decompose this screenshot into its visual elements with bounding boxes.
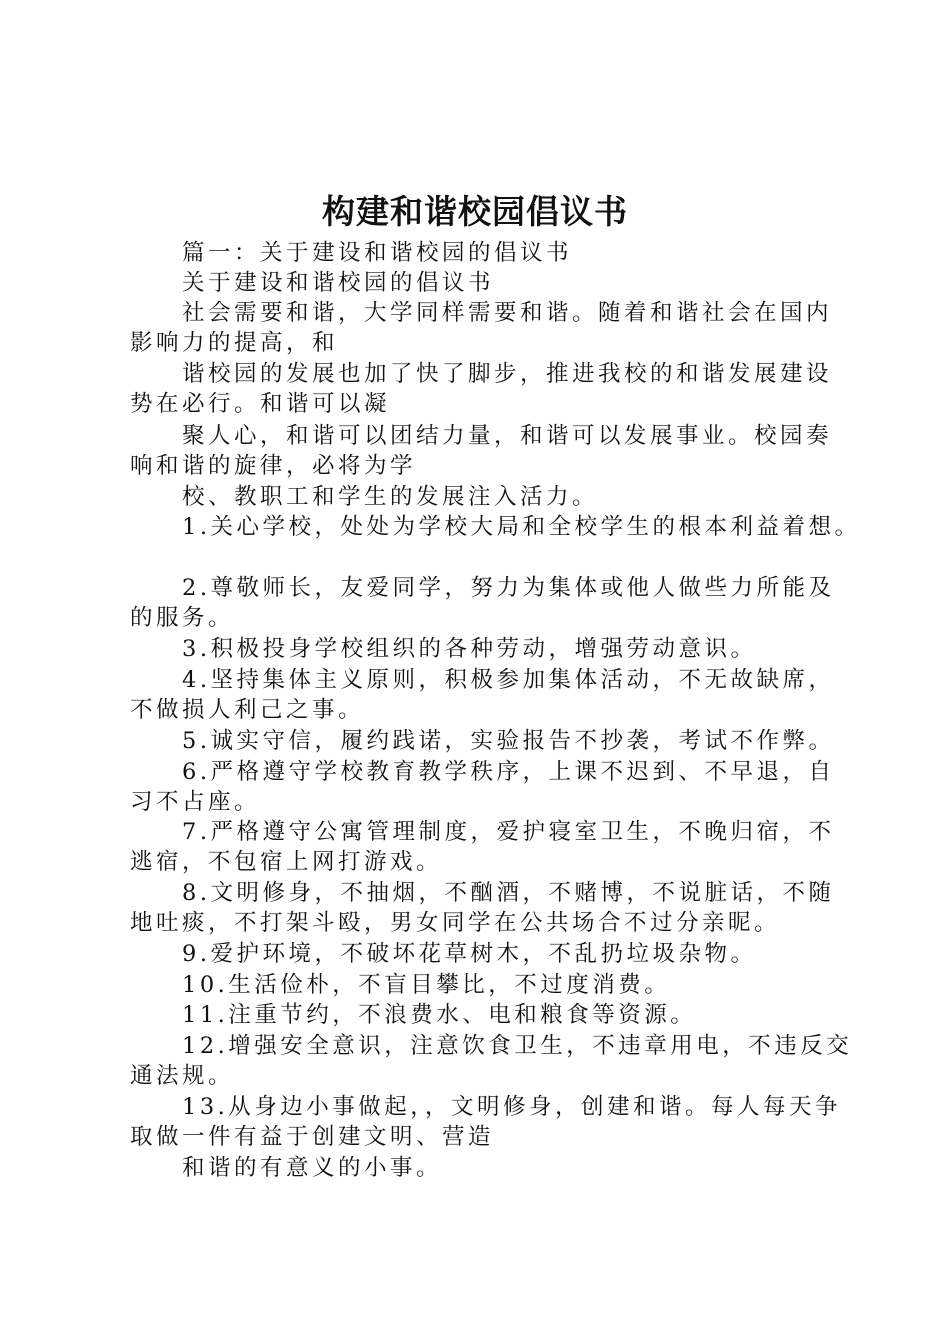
line-12 xyxy=(0,603,950,633)
line-text: 10.生活俭朴，不盲目攀比，不过度消费。 xyxy=(182,972,671,998)
line-7 xyxy=(0,421,950,451)
line-text: 取做一件有益于创建文明、营造 xyxy=(130,1124,495,1150)
line-text: 5.诚实守信，履约践诺，实验报告不抄袭，考试不作弊。 xyxy=(182,728,835,754)
line-text: 响和谐的旋律，必将为学 xyxy=(130,453,417,479)
line-10 xyxy=(0,512,950,542)
line-25 xyxy=(0,1000,950,1030)
line-18 xyxy=(0,787,950,817)
line-9 xyxy=(0,482,950,512)
line-15 xyxy=(0,695,950,725)
line-14 xyxy=(0,665,950,695)
line-text: 校、教职工和学生的发展注入活力。 xyxy=(182,484,599,510)
line-8 xyxy=(0,451,950,481)
line-text: 11.注重节约，不浪费水、电和粮食等资源。 xyxy=(182,1002,697,1028)
line-2 xyxy=(0,268,950,298)
line-text: 逃宿，不包宿上网打游戏。 xyxy=(130,849,443,875)
line-text: 的服务。 xyxy=(130,605,235,631)
line-19 xyxy=(0,817,950,847)
line-26 xyxy=(0,1031,950,1061)
line-text: 9.爱护环境，不破坏花草树木，不乱扔垃圾杂物。 xyxy=(182,941,757,967)
line-28 xyxy=(0,1092,950,1122)
line-3 xyxy=(0,298,950,328)
line-text: 谐校园的发展也加了快了脚步，推进我校的和谐发展建设 xyxy=(182,361,833,387)
line-4 xyxy=(0,328,950,358)
line-11 xyxy=(0,573,950,603)
line-text: 篇一：关于建设和谐校园的倡议书 xyxy=(182,240,573,266)
line-text: 6.严格遵守学校教育教学秩序，上课不迟到、不早退，自 xyxy=(182,759,835,785)
line-24 xyxy=(0,970,950,1000)
line-6 xyxy=(0,389,950,419)
line-text: 关于建设和谐校园的倡议书 xyxy=(182,270,495,296)
document-title: 构建和谐校园倡议书 xyxy=(322,192,628,231)
line-text: 势在必行。和谐可以凝 xyxy=(130,391,391,417)
line-27 xyxy=(0,1061,950,1091)
line-1 xyxy=(0,238,950,268)
line-text: 影响力的提高，和 xyxy=(130,330,339,356)
line-5 xyxy=(0,359,950,389)
line-text: 7.严格遵守公寓管理制度，爱护寝室卫生，不晚归宿，不 xyxy=(182,819,835,845)
line-text: 通法规。 xyxy=(130,1063,235,1089)
line-text: 和谐的有意义的小事。 xyxy=(182,1155,443,1181)
line-text: 2.尊敬师长，友爱同学，努力为集体或他人做些力所能及 xyxy=(182,575,835,601)
line-text: 1.关心学校，处处为学校大局和全校学生的根本利益着想。 xyxy=(182,514,861,540)
line-13 xyxy=(0,634,950,664)
line-16 xyxy=(0,726,950,756)
line-22 xyxy=(0,908,950,938)
line-text: 地吐痰，不打架斗殴，男女同学在公共场合不过分亲昵。 xyxy=(130,910,781,936)
line-21 xyxy=(0,878,950,908)
line-text: 社会需要和谐，大学同样需要和谐。随着和谐社会在国内 xyxy=(182,300,833,326)
line-text: 13.从身边小事做起，，文明修身，创建和谐。每人每天争 xyxy=(182,1094,842,1120)
line-17 xyxy=(0,757,950,787)
line-text: 聚人心，和谐可以团结力量，和谐可以发展事业。校园奏 xyxy=(182,423,833,449)
line-text: 3.积极投身学校组织的各种劳动，增强劳动意识。 xyxy=(182,636,757,662)
line-text: 8.文明修身，不抽烟，不酗酒，不赌博，不说脏话，不随 xyxy=(182,880,835,906)
line-text: 习不占座。 xyxy=(130,789,261,815)
line-20 xyxy=(0,847,950,877)
line-23 xyxy=(0,939,950,969)
line-29 xyxy=(0,1122,950,1152)
line-text: 不做损人利己之事。 xyxy=(130,697,365,723)
line-text: 12.增强安全意识，注意饮食卫生，不违章用电，不违反交 xyxy=(182,1033,853,1059)
line-30 xyxy=(0,1153,950,1183)
line-text: 4.坚持集体主义原则，积极参加集体活动，不无故缺席， xyxy=(182,667,835,693)
